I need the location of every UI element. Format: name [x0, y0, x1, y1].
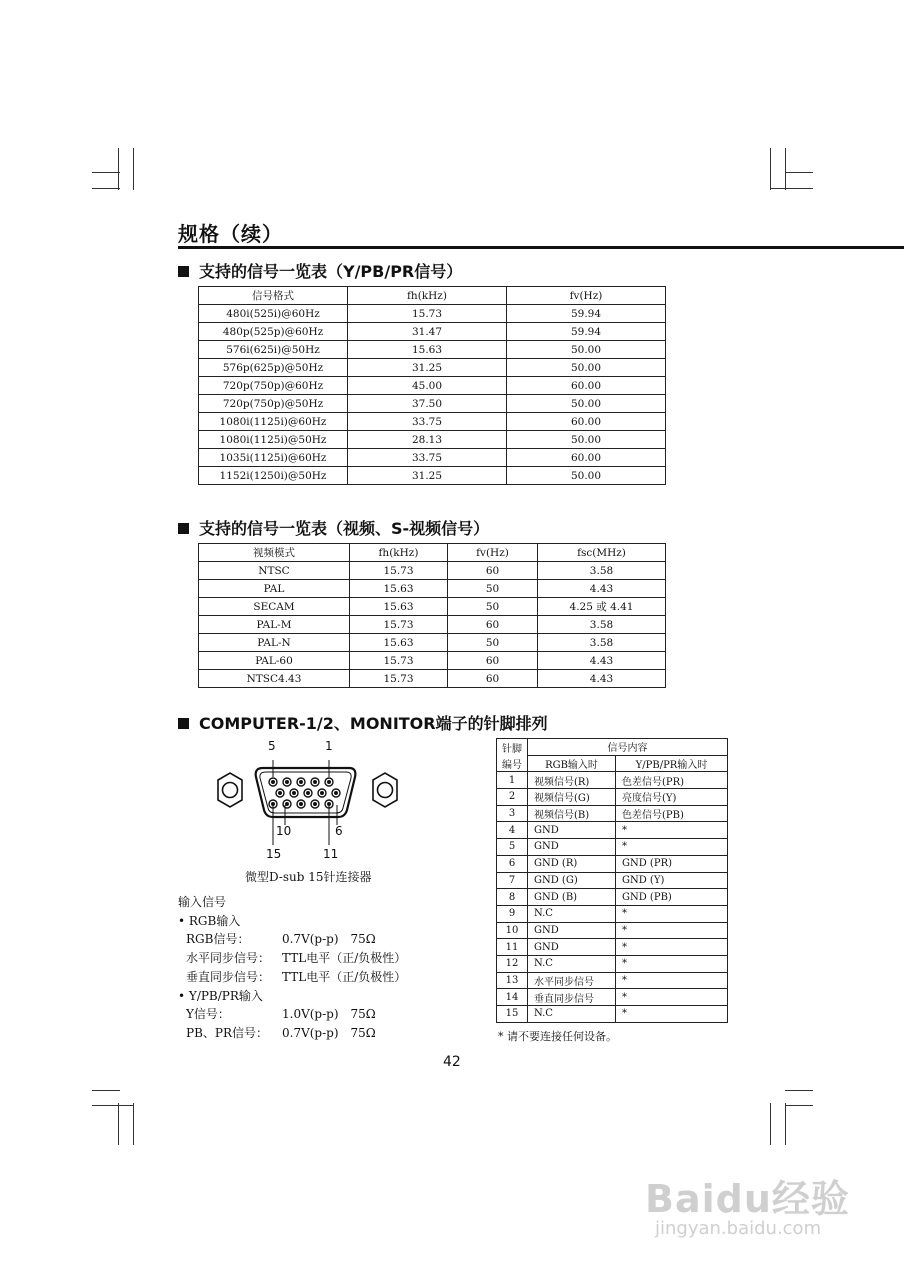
ypbpr-heading: • Y/PB/PR输入 — [178, 988, 263, 1003]
table-row — [199, 652, 666, 670]
hex-nut-right-icon — [373, 773, 397, 807]
table-cell: 1080i(1125i)@50Hz — [199, 431, 348, 449]
column-header: fv(Hz) — [507, 287, 666, 305]
table-header-row — [199, 544, 666, 562]
pin-signal: GND — [528, 839, 616, 856]
pin-signal: * — [616, 989, 728, 1006]
pin-signal: 视频信号(B) — [528, 805, 616, 822]
pin-number: 8 — [497, 889, 528, 906]
pin-signal: * — [616, 905, 728, 922]
table-row — [199, 562, 666, 580]
table-cell: 720p(750p)@60Hz — [199, 377, 348, 395]
table-cell: 60 — [448, 670, 538, 688]
table-cell: 480p(525p)@60Hz — [199, 323, 348, 341]
column-header: fh(kHz) — [348, 287, 507, 305]
pin-row — [497, 872, 728, 889]
pin-signal: 色差信号(PB) — [616, 805, 728, 822]
pin-footnote: * 请不要连接任何设备。 — [498, 1030, 617, 1043]
table-row — [199, 634, 666, 652]
pin-signal: N.C — [528, 905, 616, 922]
spec-label: RGB信号： — [186, 932, 250, 947]
table-cell: 15.63 — [350, 580, 448, 598]
square-bullet-icon — [178, 266, 189, 277]
spec-label: Y信号： — [186, 1007, 230, 1022]
table-cell: 1080i(1125i)@60Hz — [199, 413, 348, 431]
pin-row — [497, 889, 728, 906]
spec-value: 1.0V(p-p) 75Ω — [282, 1007, 376, 1022]
table-cell: NTSC — [199, 562, 350, 580]
content-header: 信号内容 — [528, 739, 728, 756]
pin-number: 6 — [497, 855, 528, 872]
spec-row — [178, 1024, 406, 1043]
table-cell: 28.13 — [348, 431, 507, 449]
table-cell: 4.43 — [538, 670, 666, 688]
table-cell: SECAM — [199, 598, 350, 616]
pin-row — [497, 772, 728, 789]
pin-signal: GND — [528, 822, 616, 839]
pin-label-1: 1 — [325, 739, 333, 753]
table-cell: 60.00 — [507, 413, 666, 431]
pin-signal: N.C — [528, 955, 616, 972]
table-cell: 33.75 — [348, 413, 507, 431]
pin-row — [497, 855, 728, 872]
spec-label: PB、PR信号： — [186, 1025, 269, 1040]
rgb-header: RGB输入时 — [528, 755, 616, 772]
pin-number: 12 — [497, 955, 528, 972]
pin-number: 1 — [497, 772, 528, 789]
column-header: 视频模式 — [199, 544, 350, 562]
pin-signal: 视频信号(G) — [528, 789, 616, 806]
table-row — [199, 598, 666, 616]
table-row — [199, 670, 666, 688]
column-header: fh(kHz) — [350, 544, 448, 562]
column-header: 信号格式 — [199, 287, 348, 305]
pin-row — [497, 955, 728, 972]
table-cell: 3.58 — [538, 634, 666, 652]
dsub15-connector-icon — [205, 755, 410, 845]
table-cell: PAL-N — [199, 634, 350, 652]
table-cell: 4.25 或 4.41 — [538, 598, 666, 616]
table-cell: PAL-60 — [199, 652, 350, 670]
video-signal-table — [198, 543, 666, 688]
table-cell: 60 — [448, 616, 538, 634]
pin-label-5: 5 — [268, 739, 276, 753]
spec-row — [178, 968, 406, 987]
table-row — [199, 341, 666, 359]
section1-title: 支持的信号一览表（Y/PB/PR信号） — [199, 262, 463, 281]
pin-signal: * — [616, 822, 728, 839]
pin-row — [497, 839, 728, 856]
table-cell: 1152i(1250i)@50Hz — [199, 467, 348, 485]
pin-label-10: 10 — [276, 824, 292, 838]
table-row — [199, 580, 666, 598]
table-row — [199, 413, 666, 431]
pin-number: 7 — [497, 872, 528, 889]
pin-signal: * — [616, 1006, 728, 1023]
pin-signal: * — [616, 922, 728, 939]
table-cell: 31.47 — [348, 323, 507, 341]
pin-number: 4 — [497, 822, 528, 839]
pin-row — [497, 972, 728, 989]
section3-title: COMPUTER-1/2、MONITOR端子的针脚排列 — [199, 714, 548, 733]
connector-caption: 微型D-sub 15针连接器 — [245, 870, 372, 884]
square-bullet-icon — [178, 718, 189, 729]
page-title: 规格（续） — [178, 222, 283, 246]
watermark-url: jingyan.baidu.com — [655, 1218, 822, 1239]
pin-signal: * — [616, 839, 728, 856]
pin-signal: * — [616, 955, 728, 972]
table-cell: 45.00 — [348, 377, 507, 395]
table-cell: 15.63 — [350, 634, 448, 652]
table-cell: 50 — [448, 634, 538, 652]
table-cell: 50.00 — [507, 395, 666, 413]
rgb-heading: • RGB输入 — [178, 913, 241, 928]
title-rule — [178, 246, 904, 249]
table-row — [199, 305, 666, 323]
spec-row — [178, 1005, 406, 1024]
pin-number: 11 — [497, 939, 528, 956]
spec-label: 水平同步信号： — [186, 951, 271, 966]
pin-signal: * — [616, 972, 728, 989]
pin-signal: 视频信号(R) — [528, 772, 616, 789]
hex-nut-left-icon — [218, 773, 242, 807]
table-cell: 15.73 — [350, 670, 448, 688]
pin-label-11: 11 — [323, 847, 339, 861]
pin-signal: GND (G) — [528, 872, 616, 889]
table-cell: 3.58 — [538, 562, 666, 580]
page-number: 42 — [443, 1054, 461, 1070]
pin-signal: 亮度信号(Y) — [616, 789, 728, 806]
pin-signal: 色差信号(PR) — [616, 772, 728, 789]
table-cell: 59.94 — [507, 323, 666, 341]
table-cell: PAL — [199, 580, 350, 598]
table-row — [199, 377, 666, 395]
table-cell: 4.43 — [538, 580, 666, 598]
pin-number: 2 — [497, 789, 528, 806]
input-signal-spec — [178, 893, 406, 1043]
table-cell: 33.75 — [348, 449, 507, 467]
pin-signal: GND — [528, 939, 616, 956]
table-cell: 31.25 — [348, 467, 507, 485]
watermark-logo: Baidu经验 — [645, 1177, 850, 1221]
table-cell: 1035i(1125i)@60Hz — [199, 449, 348, 467]
spec-value: 0.7V(p-p) 75Ω — [282, 1025, 376, 1040]
table-row — [199, 431, 666, 449]
spec-row — [178, 930, 406, 949]
pin-signal: N.C — [528, 1006, 616, 1023]
spec-value: TTL电平（正/负极性） — [282, 951, 407, 966]
pin-row — [497, 922, 728, 939]
table-cell: 480i(525i)@60Hz — [199, 305, 348, 323]
spec-value: 0.7V(p-p) 75Ω — [282, 932, 376, 947]
pin-signal: GND (PR) — [616, 855, 728, 872]
table-cell: 31.25 — [348, 359, 507, 377]
pin-header-1: 针脚 — [497, 739, 528, 756]
table-cell: 60.00 — [507, 377, 666, 395]
table-cell: 576i(625i)@50Hz — [199, 341, 348, 359]
table-cell: 720p(750p)@50Hz — [199, 395, 348, 413]
table-cell: 50 — [448, 598, 538, 616]
table-row — [199, 449, 666, 467]
section1-heading — [178, 259, 462, 282]
table-cell: NTSC4.43 — [199, 670, 350, 688]
table-cell: 15.63 — [348, 341, 507, 359]
pin-row — [497, 905, 728, 922]
table-cell: 15.73 — [350, 562, 448, 580]
table-cell: 15.63 — [350, 598, 448, 616]
section2-title: 支持的信号一览表（视频、S-视频信号） — [199, 519, 490, 538]
ypbpr-signal-table — [198, 286, 666, 485]
table-cell: 37.50 — [348, 395, 507, 413]
pin-signal: GND (Y) — [616, 872, 728, 889]
pin-number: 10 — [497, 922, 528, 939]
pin-label-6: 6 — [335, 824, 343, 838]
table-cell: 15.73 — [350, 652, 448, 670]
pin-row — [497, 805, 728, 822]
table-cell: 4.43 — [538, 652, 666, 670]
table-cell: 60.00 — [507, 449, 666, 467]
ypbpr-header: Y/PB/PR输入时 — [616, 755, 728, 772]
table-row — [199, 395, 666, 413]
table-cell: 15.73 — [348, 305, 507, 323]
table-cell: 60 — [448, 652, 538, 670]
input-signal-title: 输入信号 — [178, 895, 227, 909]
table-cell: 3.58 — [538, 616, 666, 634]
table-cell: PAL-M — [199, 616, 350, 634]
pin-row — [497, 1006, 728, 1023]
table-cell: 15.73 — [350, 616, 448, 634]
pin-number: 3 — [497, 805, 528, 822]
pin-signal: GND (R) — [528, 855, 616, 872]
pin-label-15: 15 — [266, 847, 282, 861]
spec-label: 垂直同步信号： — [186, 969, 271, 984]
table-row — [199, 616, 666, 634]
pin-header-2: 编号 — [497, 755, 528, 772]
table-row — [199, 359, 666, 377]
table-row — [199, 323, 666, 341]
spec-row — [178, 949, 406, 968]
pin-row — [497, 989, 728, 1006]
pin-signal: 垂直同步信号 — [528, 989, 616, 1006]
spec-value: TTL电平（正/负极性） — [282, 969, 407, 984]
column-header: fv(Hz) — [448, 544, 538, 562]
table-header-row — [199, 287, 666, 305]
pin-row — [497, 822, 728, 839]
table-cell: 59.94 — [507, 305, 666, 323]
pin-number: 14 — [497, 989, 528, 1006]
pin-number: 5 — [497, 839, 528, 856]
section2-heading — [178, 516, 489, 539]
pin-row — [497, 789, 728, 806]
table-cell: 50.00 — [507, 431, 666, 449]
table-cell: 60 — [448, 562, 538, 580]
pin-assignment-table — [496, 738, 728, 1023]
column-header: fsc(MHz) — [538, 544, 666, 562]
pin-number: 15 — [497, 1006, 528, 1023]
table-cell: 50.00 — [507, 341, 666, 359]
table-cell: 50.00 — [507, 467, 666, 485]
pin-row — [497, 939, 728, 956]
pin-signal: * — [616, 939, 728, 956]
pin-number: 13 — [497, 972, 528, 989]
pin-signal: GND — [528, 922, 616, 939]
table-cell: 576p(625p)@50Hz — [199, 359, 348, 377]
section3-heading — [178, 711, 548, 734]
table-cell: 50.00 — [507, 359, 666, 377]
pin-number: 9 — [497, 905, 528, 922]
table-cell: 50 — [448, 580, 538, 598]
square-bullet-icon — [178, 523, 189, 534]
pin-signal: 水平同步信号 — [528, 972, 616, 989]
table-row — [199, 467, 666, 485]
pin-signal: GND (B) — [528, 889, 616, 906]
pin-signal: GND (PB) — [616, 889, 728, 906]
